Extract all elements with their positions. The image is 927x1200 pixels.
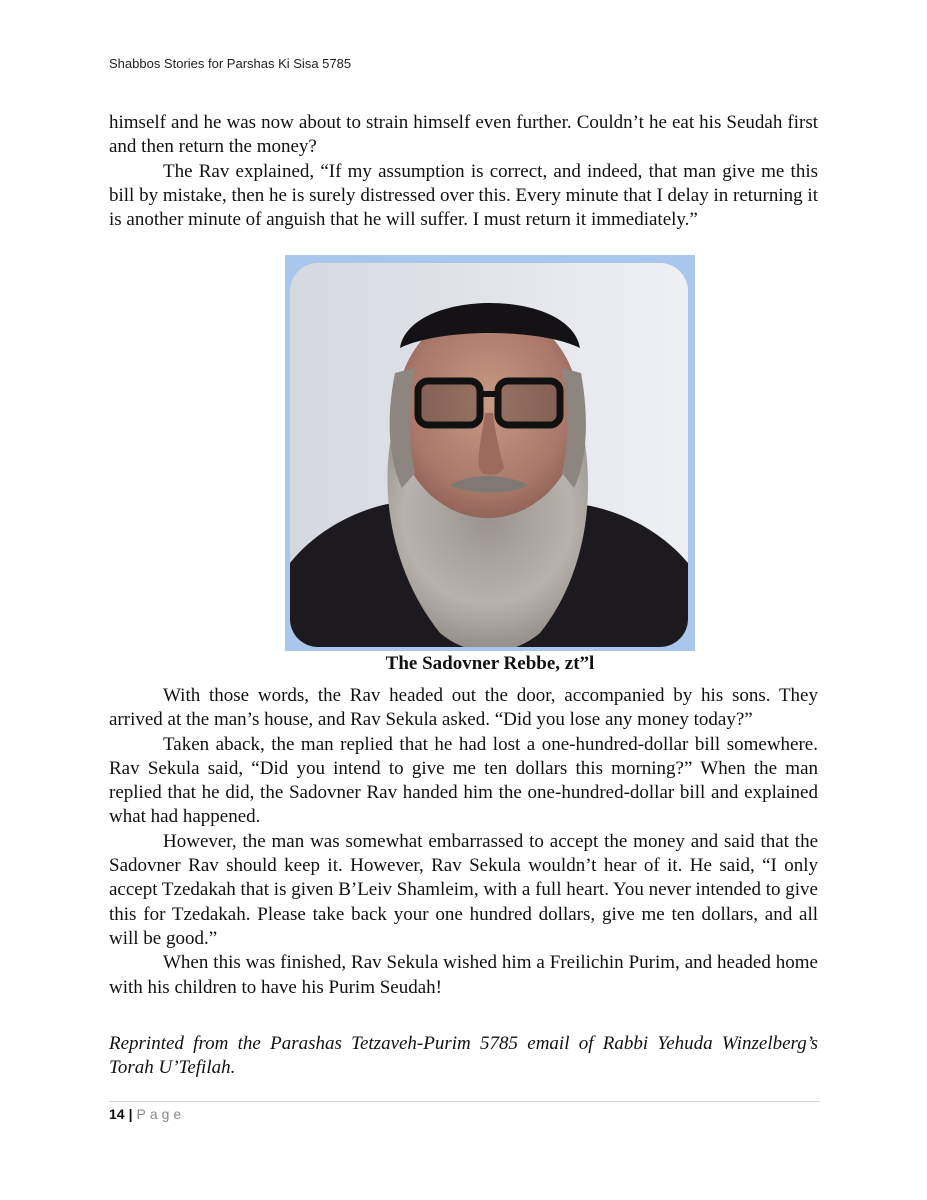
reprint-credit: Reprinted from the Parashas Tetzaveh-Purim 5785 email of Rabbi Yehuda Winzelberg’s Torah U’Tefilah. xyxy=(109,1033,818,1079)
paragraph: However, the man was somewhat embarrassed to accept the money and said that the Sadovner Rav should keep it. However, Rav Sekula wouldn’t hear of it. He said, “I only accept Tzedakah that is given B’Leiv Shamleim, with a full heart. You never intended to give this for Tzedakah. Please take back your one hundred dollars, give me ten dollars, and all will be good.” xyxy=(109,830,818,949)
page-number: 14 xyxy=(109,1106,125,1122)
paragraph: When this was finished, Rav Sekula wished him a Freilichin Purim, and headed home with his children to have his Purim Seudah! xyxy=(109,952,818,998)
page-label: Page xyxy=(136,1106,186,1122)
photo-caption: The Sadovner Rebbe, zt”l xyxy=(385,653,595,674)
paragraph: Taken aback, the man replied that he had lost a one-hundred-dollar bill somewhere. Rav Sekula said, “Did you intend to give me ten dollars this morning?” When the man replied that he did, the Sadovner Rav handed him the one-hundred-dollar bill and explained what had happened. xyxy=(109,733,818,828)
text-block-bottom xyxy=(109,684,818,1000)
paragraph: With those words, the Rav headed out the door, accompanied by his sons. They arrived at the man’s house, and Rav Sekula asked. “Did you lose any money today?” xyxy=(109,685,818,731)
page-footer xyxy=(109,1106,185,1122)
paragraph: The Rav explained, “If my assumption is correct, and indeed, that man give me this bill by mistake, then he is surely distressed over this. Every minute that I delay in returning it is another minute of anguish that he will suffer. I must return it immediately.” xyxy=(109,160,818,231)
paragraph: himself and he was now about to strain himself even further. Couldn’t he eat his Seudah first and then return the money? xyxy=(109,112,818,158)
text-block-top xyxy=(109,111,818,232)
portrait-image xyxy=(290,263,688,647)
running-header: Shabbos Stories for Parshas Ki Sisa 5785 xyxy=(109,56,352,71)
footer-divider xyxy=(109,1101,820,1102)
portrait-photo xyxy=(285,255,695,651)
footer-separator: | xyxy=(128,1106,133,1122)
